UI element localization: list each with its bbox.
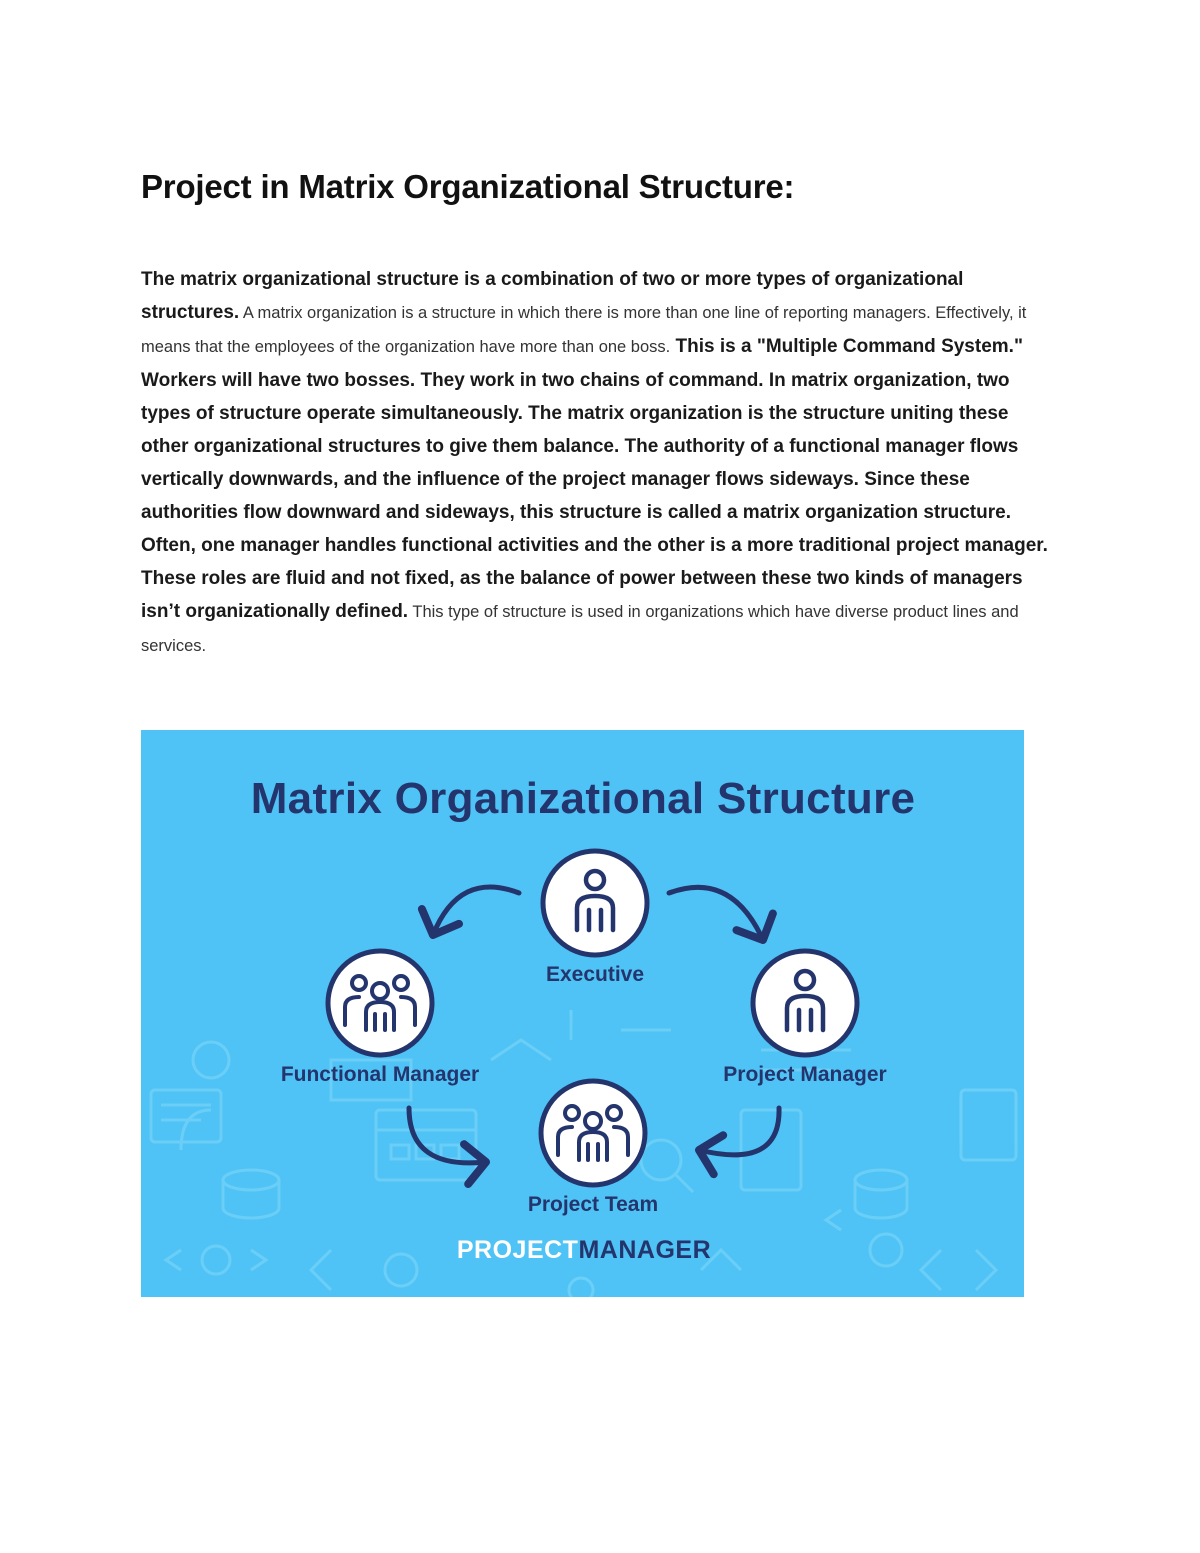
node-executive (543, 851, 647, 955)
label-project-team: Project Team (527, 1193, 659, 1216)
paragraph-part-3: This is a "Multiple Command System." Workers will have two bosses. They work in two chains of command. In matrix organization, two types of structure operate simultaneously. The matrix organization is the structure uniting these other organizational structures to give them balance. The authority of a functional manager flows vertically downwards, and the influence of the project manager flows sideways. Since these authorities flow downward and sideways, this structure is called a matrix organization structure. Often, one manager handles functional activities and the other is a more traditional project manager. These roles are fluid and not fixed, as the balance of power between these two kinds of managers isn’t organizationally defined. (141, 336, 1048, 622)
paragraph-part-1: The matrix organizational structure is a combination of two or more types of organizational structures. (141, 269, 964, 323)
label-functional-manager: Functional Manager (280, 1063, 480, 1086)
label-executive: Executive (545, 963, 645, 986)
node-project-manager (753, 951, 857, 1055)
figure-title: Matrix Organizational Structure (250, 774, 916, 823)
arrow-project-manager-to-team (699, 1108, 779, 1155)
arrow-executive-to-project-manager (669, 887, 763, 940)
logo-part-1: PROJECT (456, 1236, 579, 1264)
projectmanager-logo (457, 1236, 711, 1265)
paragraph-part-4: This type of structure is used in organizations which have diverse product lines and services. (141, 603, 1019, 655)
matrix-structure-figure (141, 730, 1024, 1297)
body-paragraph (141, 263, 1061, 663)
arrow-functional-to-team (409, 1108, 486, 1163)
node-functional-manager (328, 951, 432, 1055)
arrow-executive-to-functional (433, 887, 519, 935)
page-heading: Project in Matrix Organizational Structure: (141, 168, 795, 205)
node-project-team (541, 1081, 645, 1185)
label-project-manager: Project Manager (723, 1063, 887, 1086)
logo-part-2: MANAGER (578, 1236, 712, 1264)
paragraph-part-2: A matrix organization is a structure in which there is more than one line of reporting managers. Effectively, it means that the employees of the organization have more than one boss. (141, 304, 1027, 356)
